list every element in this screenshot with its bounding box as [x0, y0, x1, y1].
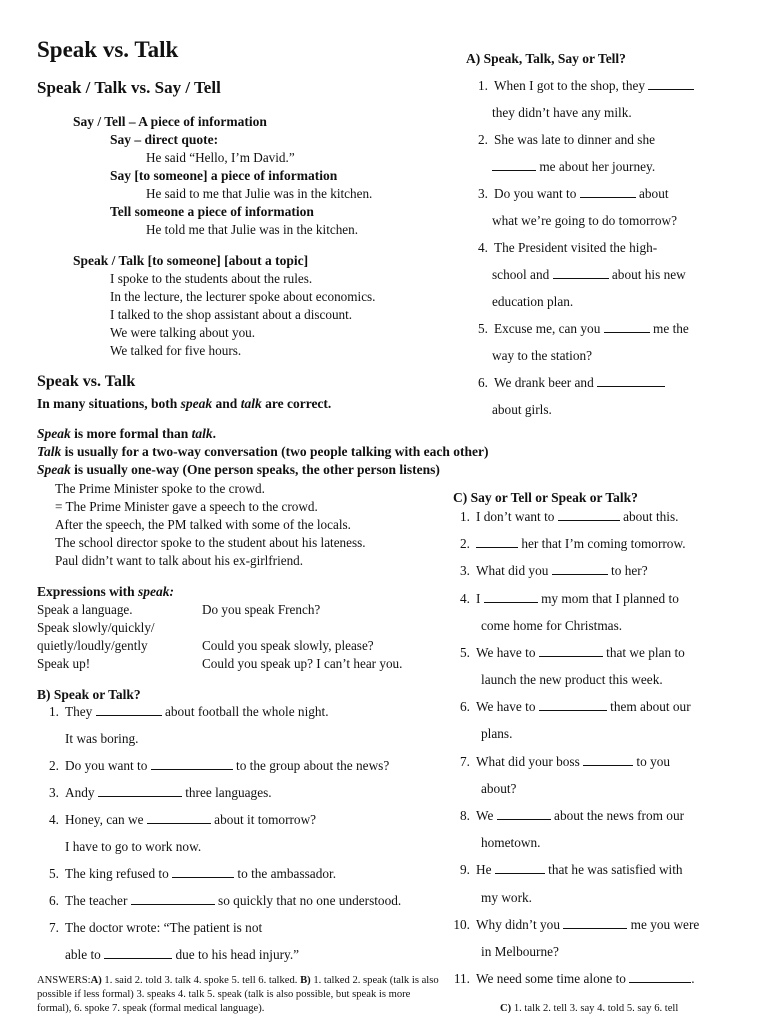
item-text: so quickly that no one understood.	[214, 893, 402, 908]
example-text: After the speech, the PM talked with some of the locals.	[55, 517, 351, 532]
item-text: He	[476, 862, 495, 877]
item-text: about it tomorrow?	[210, 812, 317, 827]
item-text: I	[476, 591, 484, 606]
item-number: 6.	[460, 699, 470, 714]
exercise-item	[466, 240, 657, 256]
example-text: In the lecture, the lecturer spoke about economics.	[110, 289, 376, 304]
item-text: Do you want to	[494, 186, 580, 201]
item-text: me you were	[627, 917, 700, 932]
item-text: We have to	[476, 699, 539, 714]
item-number: 3.	[49, 785, 59, 800]
exercise-item	[448, 862, 683, 878]
item-text: her that I’m coming tomorrow.	[518, 536, 686, 551]
answer-blank[interactable]	[583, 754, 633, 766]
item-text: She was late to dinner and she	[494, 132, 655, 147]
answers-section-label: B)	[300, 975, 311, 986]
expression-right: Could you speak slowly, please?	[202, 638, 374, 653]
answers-label: ANSWERS:	[37, 975, 91, 986]
expression-right: Do you speak French?	[202, 602, 321, 617]
item-continuation: about?	[481, 781, 517, 796]
answer-blank[interactable]	[539, 645, 603, 657]
exercise-item	[448, 971, 695, 987]
exercise-item	[37, 758, 389, 774]
exercise-item	[466, 132, 655, 148]
item-continuation: they didn’t have any milk.	[492, 105, 632, 120]
answer-blank[interactable]	[131, 893, 215, 905]
text-fragment: speak	[180, 396, 213, 411]
item-number: 5.	[478, 321, 488, 336]
item-text: to you	[633, 754, 671, 769]
item-text: The doctor wrote: “The patient is not	[65, 920, 263, 935]
item-text: I don’t want to	[476, 509, 558, 524]
item-text: that he was satisfied with	[544, 862, 683, 877]
answer-blank[interactable]	[629, 971, 691, 983]
item-number: 3.	[460, 563, 470, 578]
exercise-item	[448, 509, 678, 525]
item-number: 5.	[49, 866, 59, 881]
answers-section-label: C)	[500, 1003, 512, 1014]
answer-blank[interactable]	[147, 812, 211, 824]
exercise-item	[448, 536, 686, 552]
item-continuation: in Melbourne?	[481, 944, 559, 959]
item-continuation	[492, 267, 686, 283]
item-text: me the	[649, 321, 689, 336]
answers-text: 1. said 2. told 3. talk 4. spoke 5. tell 6. talked.	[101, 975, 301, 986]
item-continuation: what we’re going to do tomorrow?	[492, 213, 678, 228]
formality-rule	[37, 425, 216, 443]
say-direct-label: Say – direct quote:	[110, 132, 219, 147]
answer-blank[interactable]	[552, 563, 608, 575]
answers-text: 1. talked 2. speak (talk is also possible if less formal) 3. speaks 4. talk 5. speak (talk is also possible, but speak is more formal), 6. spoke 7. speak (formal medical language).	[37, 975, 439, 1014]
item-number: 2.	[478, 132, 488, 147]
item-text: We drank beer and	[494, 375, 598, 390]
example-text: The school director spoke to the student about his lateness.	[55, 535, 366, 550]
text-fragment: In many situations, both	[37, 396, 181, 411]
item-text: about his new	[608, 267, 686, 282]
two-way-rule	[37, 443, 489, 461]
answers-line-c	[500, 1002, 762, 1016]
exercise-item	[448, 754, 670, 770]
section-c-heading: C) Say or Tell or Speak or Talk?	[453, 490, 638, 505]
text-fragment: Talk	[37, 444, 62, 459]
expressions-heading	[37, 583, 174, 601]
answer-blank[interactable]	[597, 375, 665, 387]
item-text: They	[65, 704, 96, 719]
say-tell-heading: Say / Tell – A piece of information	[73, 114, 267, 129]
tell-someone-label: Tell someone a piece of information	[110, 204, 314, 219]
answer-blank[interactable]	[563, 917, 627, 929]
section-a-heading: A) Speak, Talk, Say or Tell?	[466, 51, 626, 66]
exercise-item	[466, 321, 689, 337]
one-way-rule	[37, 461, 440, 479]
answer-blank[interactable]	[492, 159, 536, 171]
item-number: 9.	[460, 862, 470, 877]
exercise-item	[448, 699, 691, 715]
answer-blank[interactable]	[172, 866, 234, 878]
item-text: three languages.	[181, 785, 272, 800]
text-fragment: talk	[240, 396, 262, 411]
item-number: 2.	[49, 758, 59, 773]
item-text: to her?	[607, 563, 648, 578]
answer-blank[interactable]	[151, 758, 233, 770]
item-text: We have to	[476, 645, 539, 660]
expression-left: Speak a language.	[37, 602, 133, 617]
expression-right: Could you speak up? I can’t hear you.	[202, 656, 403, 671]
exercise-item	[448, 808, 684, 824]
answer-blank[interactable]	[98, 785, 182, 797]
item-text: me about her journey.	[536, 159, 656, 174]
item-text: What did you	[476, 563, 552, 578]
item-number: 6.	[49, 893, 59, 908]
item-text: What did your boss	[476, 754, 584, 769]
example-text: The Prime Minister spoke to the crowd.	[55, 481, 265, 496]
exercise-item	[37, 704, 329, 720]
item-text: about the news from our	[550, 808, 685, 823]
text-fragment: speak:	[138, 584, 175, 599]
answer-blank[interactable]	[558, 509, 620, 521]
text-fragment: are correct.	[261, 396, 332, 411]
item-number: 6.	[478, 375, 488, 390]
item-continuation: plans.	[481, 726, 513, 741]
item-text: We	[476, 808, 497, 823]
item-text: my mom that I planned to	[537, 591, 679, 606]
exercise-item	[466, 186, 669, 202]
item-text: Excuse me, can you	[494, 321, 604, 336]
item-text: about football the whole night.	[161, 704, 329, 719]
answer-blank[interactable]	[539, 699, 607, 711]
item-continuation: about girls.	[492, 402, 552, 417]
item-continuation: education plan.	[492, 294, 574, 309]
answer-blank[interactable]	[104, 947, 172, 959]
text-fragment: talk	[191, 426, 213, 441]
item-number: 4.	[49, 812, 59, 827]
item-number: 5.	[460, 645, 470, 660]
item-continuation: hometown.	[481, 835, 541, 850]
answer-blank[interactable]	[476, 536, 518, 548]
page-subtitle: Speak / Talk vs. Say / Tell	[37, 78, 221, 97]
example-text: He said to me that Julie was in the kitchen.	[146, 186, 373, 201]
exercise-item	[37, 893, 401, 909]
exercise-item	[448, 645, 685, 661]
item-number: 11.	[453, 971, 470, 986]
example-text: He told me that Julie was in the kitchen.	[146, 222, 359, 237]
answer-blank[interactable]	[484, 591, 538, 603]
text-fragment: Speak	[37, 462, 71, 477]
item-number: 1.	[460, 509, 470, 524]
item-continuation	[65, 947, 299, 963]
item-text: Honey, can we	[65, 812, 147, 827]
item-text: When I got to the shop, they	[494, 78, 649, 93]
answer-blank[interactable]	[96, 704, 162, 716]
section-b-heading: B) Speak or Talk?	[37, 687, 141, 702]
item-number: 2.	[460, 536, 470, 551]
answers-text: 1. talk 2. tell 3. say 4. told 5. say 6. tell	[511, 1003, 679, 1014]
text-fragment: is usually for a two-way conversation (two people talking with each other)	[61, 444, 489, 459]
exercise-item	[448, 563, 648, 579]
text-fragment: .	[212, 426, 217, 441]
item-text: due to his head injury.”	[172, 947, 300, 962]
exercise-item	[37, 785, 272, 801]
answer-blank[interactable]	[580, 186, 636, 198]
exercise-item	[37, 920, 262, 936]
expression-left: Speak slowly/quickly/	[37, 620, 155, 635]
text-fragment: Speak	[37, 426, 71, 441]
example-text: = The Prime Minister gave a speech to the crowd.	[55, 499, 318, 514]
exercise-item	[448, 591, 679, 607]
answers-line	[37, 974, 439, 1016]
expression-left: quietly/loudly/gently	[37, 638, 148, 653]
item-text: Why didn’t you	[476, 917, 564, 932]
item-continuation	[492, 159, 655, 175]
example-text: I spoke to the students about the rules.	[110, 271, 313, 286]
page-title: Speak vs. Talk	[37, 37, 179, 62]
expression-left: Speak up!	[37, 656, 91, 671]
item-number: 1.	[478, 78, 488, 93]
example-text: We were talking about you.	[110, 325, 256, 340]
example-text: I talked to the shop assistant about a discount.	[110, 307, 353, 322]
exercise-item	[37, 812, 316, 828]
text-fragment: and	[212, 396, 241, 411]
item-text: The king refused to	[65, 866, 173, 881]
item-number: 7.	[49, 920, 59, 935]
item-text: able to	[65, 947, 105, 962]
example-text: We talked for five hours.	[110, 343, 242, 358]
answers-section-label: A)	[90, 975, 102, 986]
item-number: 10.	[453, 917, 470, 932]
example-text: Paul didn’t want to talk about his ex-girlfriend.	[55, 553, 304, 568]
answer-blank[interactable]	[553, 267, 609, 279]
item-text: Andy	[65, 785, 98, 800]
answer-blank[interactable]	[497, 808, 551, 820]
exercise-item	[37, 866, 336, 882]
item-text: about	[635, 186, 669, 201]
item-text: that we plan to	[602, 645, 685, 660]
item-text: Do you want to	[65, 758, 151, 773]
item-continuation: my work.	[481, 890, 532, 905]
answer-blank[interactable]	[495, 862, 545, 874]
item-text: .	[691, 971, 695, 986]
item-text: The teacher	[65, 893, 131, 908]
speak-vs-talk-intro	[37, 395, 331, 413]
item-text: to the group about the news?	[232, 758, 390, 773]
text-fragment: is usually one-way (One person speaks, the other person listens)	[70, 462, 440, 477]
item-text: school and	[492, 267, 553, 282]
item-number: 4.	[460, 591, 470, 606]
text-fragment: Expressions with	[37, 584, 139, 599]
item-number: 3.	[478, 186, 488, 201]
answer-blank[interactable]	[648, 78, 694, 90]
item-number: 8.	[460, 808, 470, 823]
item-continuation: way to the station?	[492, 348, 593, 363]
exercise-item	[448, 917, 699, 933]
item-text: them about our	[606, 699, 691, 714]
item-text: about this.	[619, 509, 679, 524]
exercise-item	[466, 375, 665, 391]
say-someone-label: Say [to someone] a piece of information	[110, 168, 338, 183]
item-number: 1.	[49, 704, 59, 719]
exercise-item	[466, 78, 694, 94]
answer-blank[interactable]	[604, 321, 650, 333]
item-continuation: come home for Christmas.	[481, 618, 623, 633]
item-continuation: launch the new product this week.	[481, 672, 663, 687]
item-continuation: It was boring.	[65, 731, 139, 746]
item-number: 7.	[460, 754, 470, 769]
example-text: He said “Hello, I’m David.”	[146, 150, 295, 165]
item-continuation: I have to go to work now.	[65, 839, 202, 854]
speak-talk-heading: Speak / Talk [to someone] [about a topic]	[73, 253, 309, 268]
speak-vs-talk-heading: Speak vs. Talk	[37, 373, 136, 390]
item-text: The President visited the high-	[494, 240, 658, 255]
item-text: We need some time alone to	[476, 971, 630, 986]
item-text: to the ambassador.	[234, 866, 337, 881]
text-fragment: is more formal than	[70, 426, 192, 441]
item-number: 4.	[478, 240, 488, 255]
